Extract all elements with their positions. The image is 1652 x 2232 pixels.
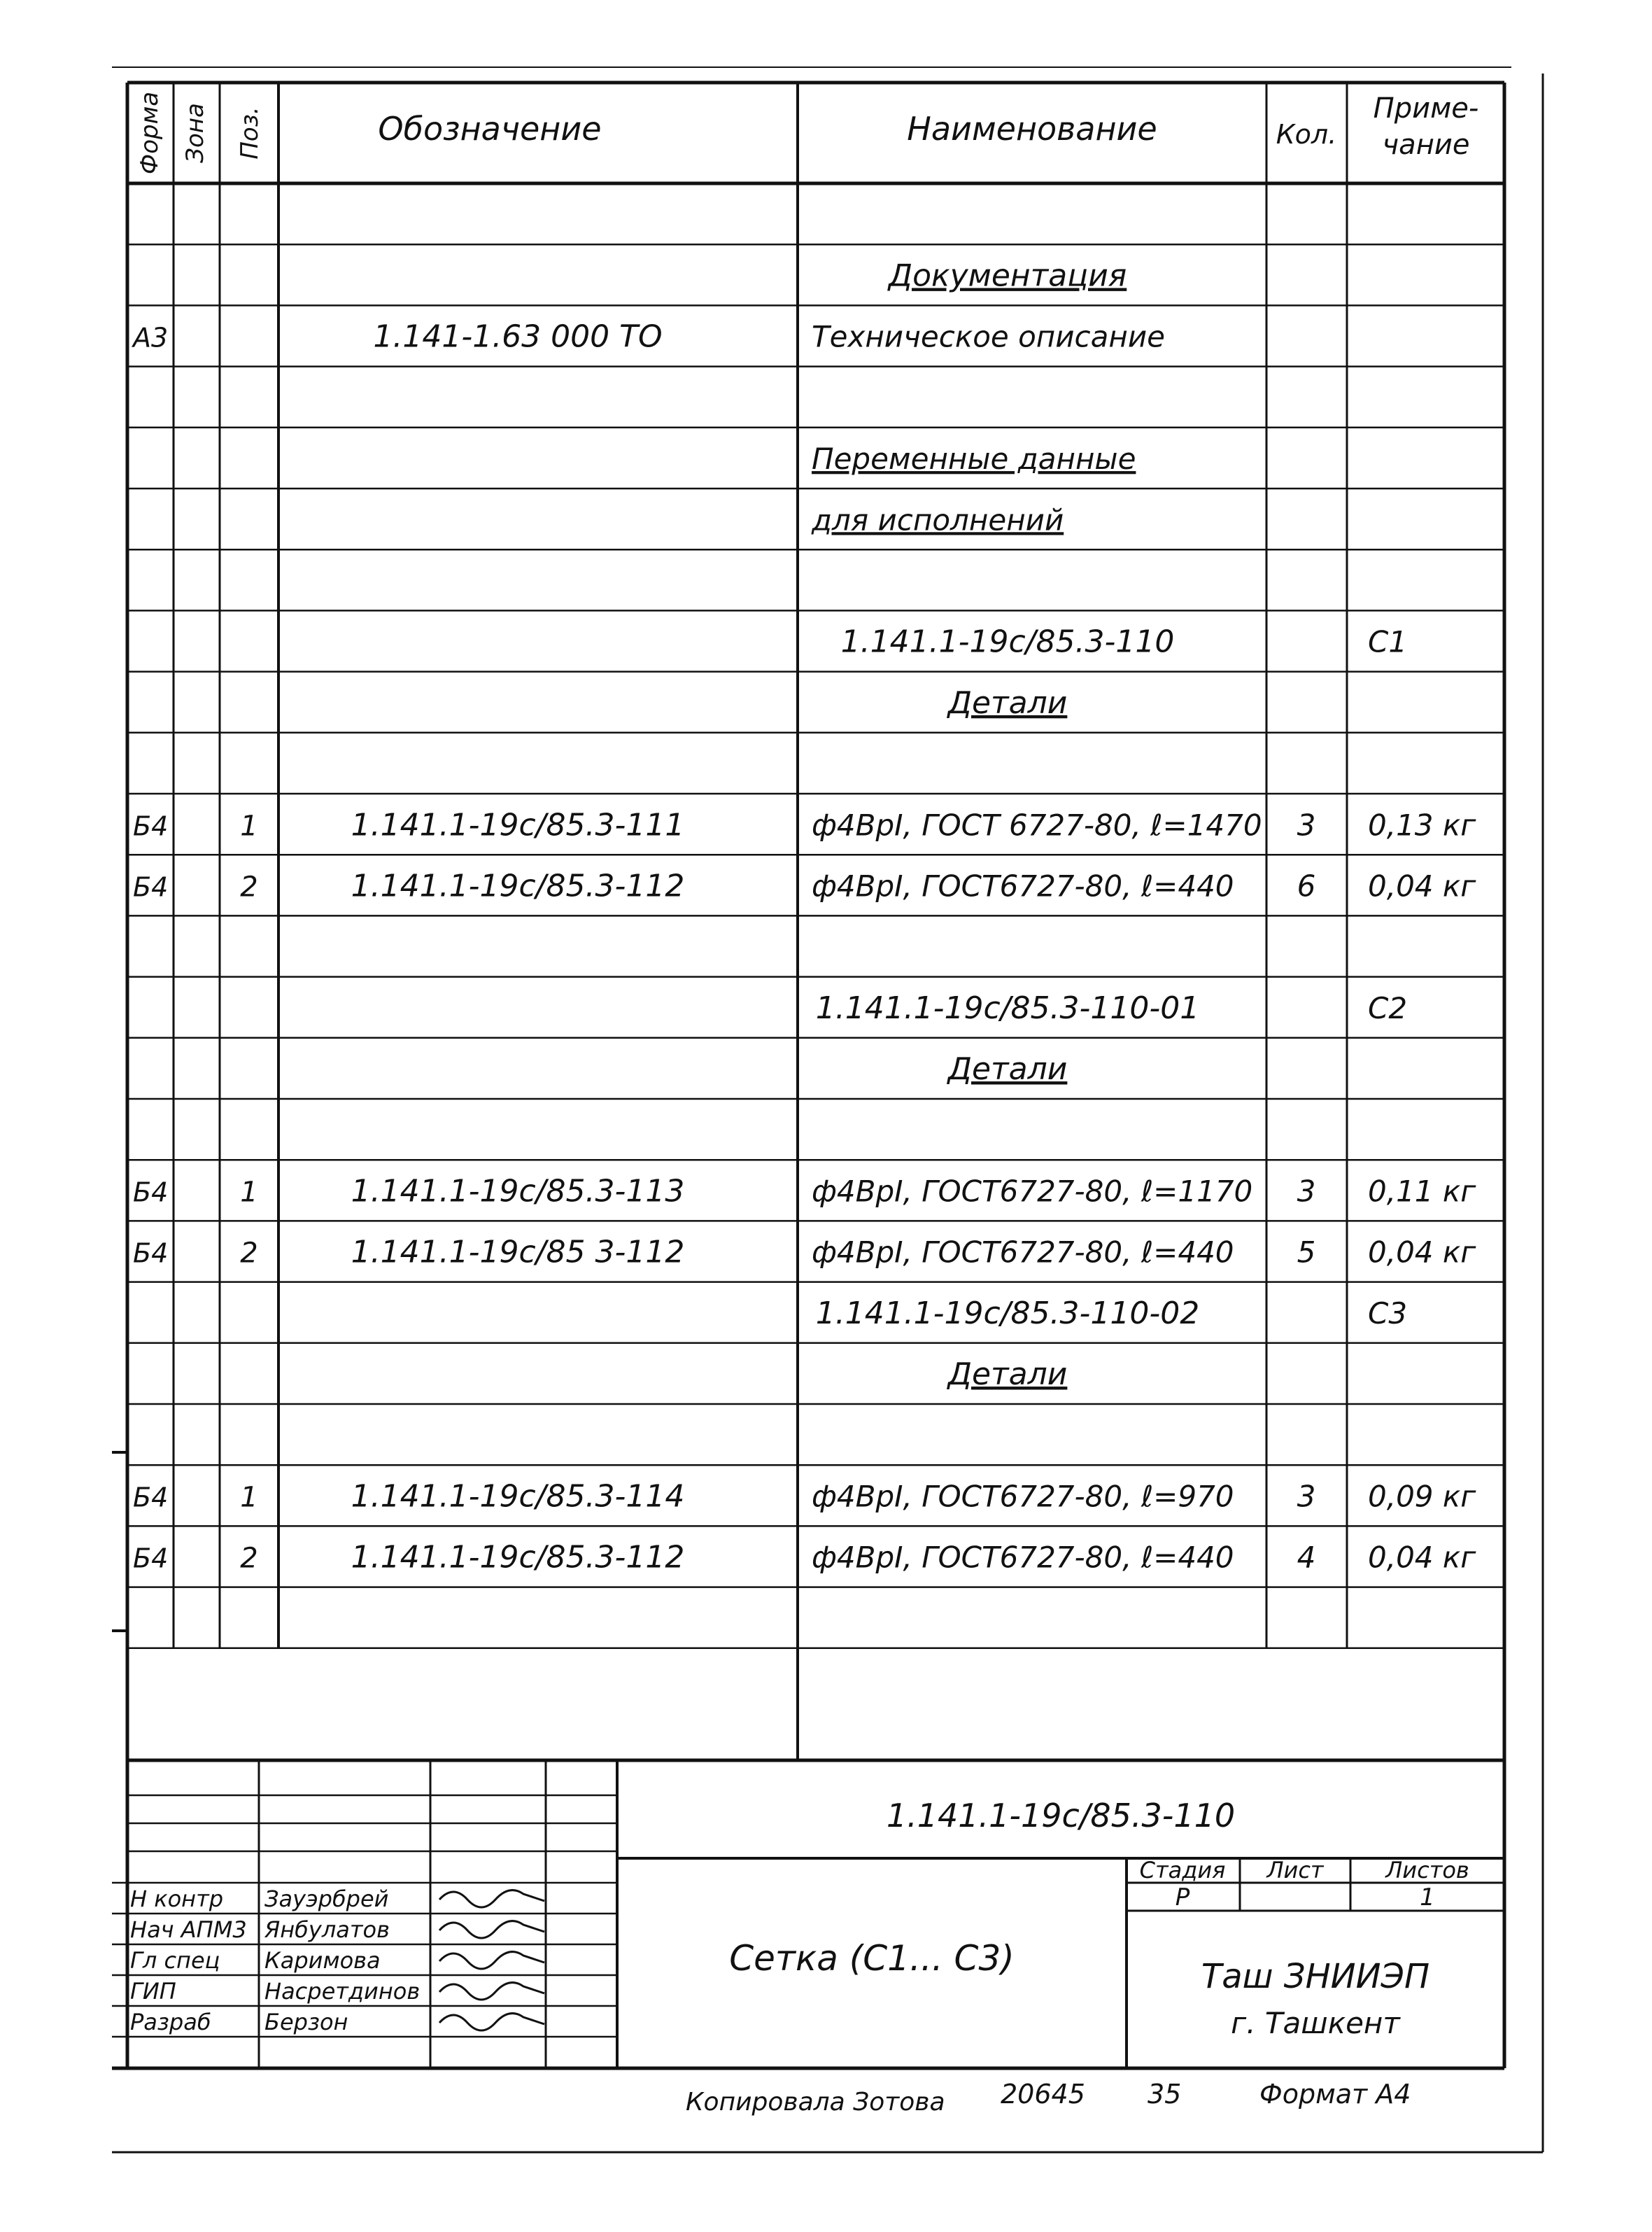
row-designation: 1.141.1-19с/85.3-111 (351, 807, 685, 843)
header-name: Наименование (907, 110, 1157, 148)
specification-table (127, 244, 1504, 1760)
sheets-label: Листов (1385, 1857, 1469, 1883)
row-pos: 2 (240, 871, 258, 904)
row-pos: 1 (240, 1176, 258, 1209)
row-name: для исполнений (812, 503, 1064, 538)
row-name: 1.141.1-19с/85.3-110-01 (815, 990, 1200, 1026)
row-format: Б4 (133, 1237, 169, 1269)
signer-role: ГИП (130, 1978, 176, 2005)
row-note: 0,04 кг (1368, 1540, 1476, 1575)
row-qty: 5 (1297, 1235, 1316, 1270)
row-name: Техническое описание (812, 319, 1165, 354)
sheet-title: Сетка (С1... С3) (729, 1938, 1015, 1979)
row-name: 1.141.1-19с/85.3-110-02 (815, 1295, 1200, 1331)
row-note: С1 (1368, 624, 1408, 659)
row-name: Детали (947, 1356, 1068, 1393)
row-name: 1.141.1-19с/85.3-110 (840, 624, 1175, 660)
signer-name: Берзон (264, 2009, 348, 2035)
row-format: Б4 (133, 810, 169, 842)
paper-format: Формат А4 (1259, 2079, 1411, 2110)
signer-name: Янбулатов (264, 1916, 390, 1943)
doc-code: 1.141.1-19с/85.3-110 (886, 1797, 1236, 1834)
row-format: А3 (133, 322, 169, 353)
row-name: Детали (947, 1051, 1068, 1088)
table-header (127, 83, 1504, 1648)
signer-role: Разраб (130, 2009, 211, 2035)
row-pos: 2 (240, 1542, 258, 1575)
row-designation: 1.141.1-19с/85.3-112 (351, 1539, 685, 1575)
row-note: 0,11 кг (1368, 1174, 1476, 1209)
row-qty: 4 (1297, 1540, 1316, 1575)
row-name: ф4ВрI, ГОСТ6727-80, ℓ=970 (812, 1479, 1234, 1514)
organization: Таш ЗНИИЭП (1201, 1957, 1430, 1996)
row-pos: 1 (240, 1481, 258, 1514)
header-note: чание (1382, 129, 1470, 161)
signature (439, 1890, 544, 1907)
row-name: ф4ВрI, ГОСТ 6727-80, ℓ=1470 (812, 808, 1262, 843)
header-pos: Поз. (236, 106, 264, 160)
signer-name: Насретдинов (264, 1978, 421, 2005)
row-name: Переменные данные (812, 442, 1136, 477)
header-zone: Зона (181, 103, 209, 163)
signer-role: Н контр (130, 1886, 224, 1912)
row-format: Б4 (133, 1543, 169, 1574)
sheet-label: Лист (1266, 1857, 1324, 1883)
signer-role: Нач АПМ3 (130, 1916, 247, 1943)
row-name: ф4ВрI, ГОСТ6727-80, ℓ=440 (812, 1540, 1234, 1575)
signer-role: Гл спец (130, 1947, 220, 1974)
row-qty: 3 (1297, 1174, 1316, 1209)
signature (439, 1921, 544, 1938)
sheets-value: 1 (1420, 1883, 1435, 1911)
row-note: 0,13 кг (1368, 808, 1476, 843)
drawing-frame (112, 67, 1543, 2152)
signer-name: Каримова (264, 1947, 381, 1974)
header-qty: Кол. (1276, 119, 1337, 150)
row-designation: 1.141.1-19с/85 3-112 (351, 1234, 685, 1270)
row-designation: 1.141.1-19с/85.3-113 (351, 1173, 685, 1209)
signature (439, 2014, 544, 2030)
row-name: Документация (888, 258, 1127, 294)
row-qty: 3 (1297, 808, 1316, 843)
row-designation: 1.141-1.63 000 ТО (373, 318, 663, 355)
stage-value: Р (1175, 1883, 1190, 1911)
row-format: Б4 (133, 871, 169, 903)
row-name: ф4ВрI, ГОСТ6727-80, ℓ=440 (812, 869, 1234, 904)
row-note: 0,04 кг (1368, 869, 1476, 904)
row-pos: 1 (240, 810, 258, 843)
header-designation: Обозначение (378, 110, 602, 148)
row-note: 0,09 кг (1368, 1479, 1476, 1514)
copy-number: 35 (1148, 2079, 1182, 2110)
signer-name: Зауэрбрей (264, 1886, 389, 1912)
row-qty: 6 (1297, 869, 1316, 904)
row-name: ф4ВрI, ГОСТ6727-80, ℓ=440 (812, 1235, 1234, 1270)
row-designation: 1.141.1-19с/85.3-112 (351, 868, 685, 904)
row-name: ф4ВрI, ГОСТ6727-80, ℓ=1170 (812, 1174, 1253, 1209)
row-note: С2 (1368, 990, 1408, 1025)
row-note: С3 (1368, 1296, 1408, 1331)
copied-by: Копировала Зотова (686, 2088, 945, 2117)
row-format: Б4 (133, 1177, 169, 1208)
row-designation: 1.141.1-19с/85.3-114 (351, 1478, 685, 1515)
row-format: Б4 (133, 1482, 169, 1513)
header-format: Формa (136, 91, 164, 175)
city: г. Ташкент (1231, 2006, 1400, 2040)
order-number: 20645 (1001, 2079, 1085, 2110)
page-footer (686, 2079, 1411, 2117)
stage-label: Стадия (1139, 1857, 1226, 1883)
row-name: Детали (947, 685, 1068, 721)
title-block (112, 1760, 1504, 2068)
row-qty: 3 (1297, 1479, 1316, 1514)
signature (439, 1952, 544, 1969)
header-note: Приме- (1373, 92, 1479, 125)
row-note: 0,04 кг (1368, 1235, 1476, 1270)
signature (439, 1983, 544, 2000)
row-pos: 2 (240, 1237, 258, 1270)
